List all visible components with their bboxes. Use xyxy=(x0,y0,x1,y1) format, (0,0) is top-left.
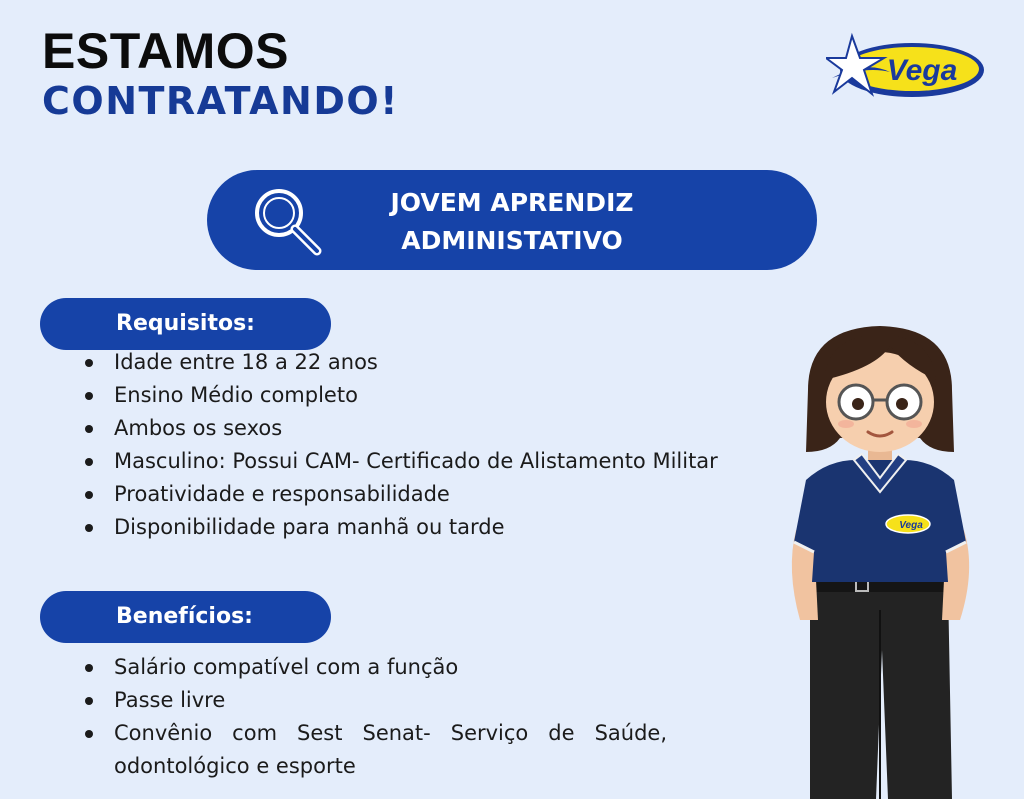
list-item: Ensino Médio completo xyxy=(82,379,782,412)
list-item: Passe livre xyxy=(82,684,667,717)
benefits-list xyxy=(82,651,667,783)
job-title-line1: JOVEM APRENDIZ xyxy=(390,188,634,217)
list-item: Convênio com Sest Senat- Serviço de Saúde, odontológico e esporte xyxy=(82,717,667,783)
requirements-list xyxy=(82,346,782,544)
list-item: Ambos os sexos xyxy=(82,412,782,445)
job-title-banner xyxy=(207,170,817,270)
headline-contratando: CONTRATANDO! xyxy=(42,79,399,123)
job-title-line2: ADMINISTATIVO xyxy=(401,226,623,255)
requirements-label: Requisitos: xyxy=(40,298,331,350)
vega-logo xyxy=(826,32,988,104)
shirt-logo-text: Vega xyxy=(899,520,923,531)
list-item: Proatividade e responsabilidade xyxy=(82,478,782,511)
benefits-label: Benefícios: xyxy=(40,591,331,643)
list-item: Idade entre 18 a 22 anos xyxy=(82,346,782,379)
list-item: Masculino: Possui CAM- Certificado de Alistamento Militar xyxy=(82,445,782,478)
headline-estamos: ESTAMOS xyxy=(42,23,290,79)
employee-illustration xyxy=(780,320,980,799)
vega-logo-text: Vega xyxy=(886,54,958,87)
job-title xyxy=(347,184,677,260)
magnifier-icon xyxy=(247,185,327,257)
list-item: Disponibilidade para manhã ou tarde xyxy=(82,511,782,544)
list-item: Salário compatível com a função xyxy=(82,651,667,684)
